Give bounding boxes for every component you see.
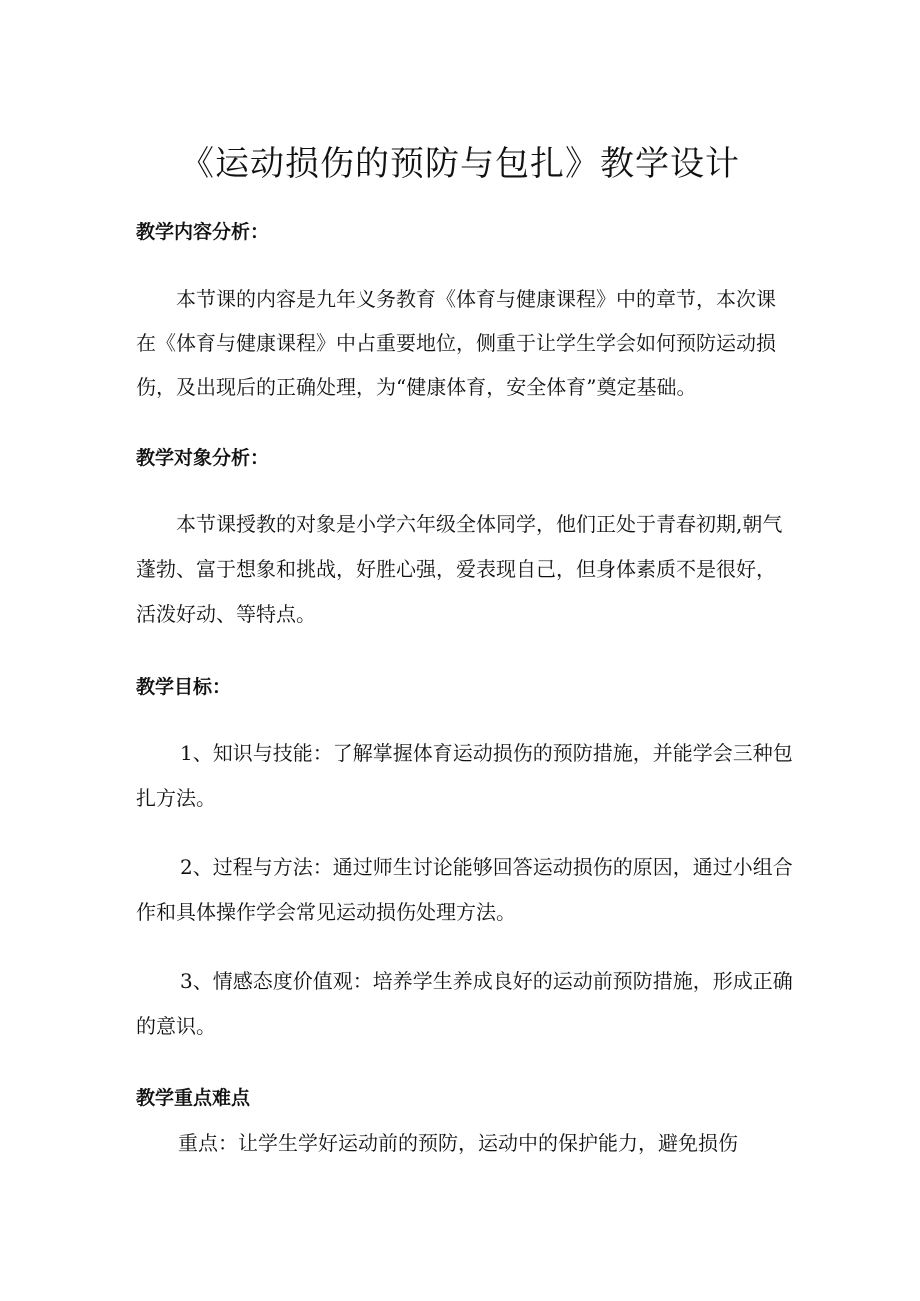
paragraph-line: 活泼好动、等特点。 (136, 602, 316, 626)
paragraph-line: 的意识。 (136, 1014, 216, 1038)
section-heading-audience-analysis: 教学对象分析： (136, 447, 270, 469)
paragraph-line: 蓬勃、富于想象和挑战，好胜心强，爱表现自己，但身体素质不是很好， (136, 557, 776, 581)
paragraph-line: 3、情感态度价值观：培养学生养成良好的运动前预防措施，形成正确 (180, 969, 793, 993)
paragraph-line: 2、过程与方法：通过师生讨论能够回答运动损伤的原因，通过小组合 (180, 855, 793, 879)
section-heading-objectives: 教学目标： (136, 676, 232, 698)
paragraph-line: 在《体育与健康课程》中占重要地位，侧重于让学生学会如何预防运动损 (136, 331, 776, 355)
paragraph-line: 扎方法。 (136, 786, 216, 810)
paragraph-line: 作和具体操作学会常见运动损伤处理方法。 (136, 900, 516, 924)
paragraph-line: 本节课的内容是九年义务教育《体育与健康课程》中的章节，本次课 (176, 287, 776, 311)
section-heading-content-analysis: 教学内容分析： (136, 221, 270, 243)
paragraph-line: 1、知识与技能：了解掌握体育运动损伤的预防措施，并能学会三种包 (180, 741, 793, 765)
section-heading-key-points: 教学重点难点 (136, 1087, 251, 1109)
paragraph-line: 本节课授教的对象是小学六年级全体同学，他们正处于青春初期,朝气 (176, 512, 783, 536)
paragraph-line: 伤，及出现后的正确处理，为“健康体育，安全体育”奠定基础。 (136, 375, 697, 399)
document-title: 《运动损伤的预防与包扎》教学设计 (180, 144, 740, 184)
key-point-focus-line: 重点：让学生学好运动前的预防，运动中的保护能力，避免损伤 (178, 1131, 738, 1155)
